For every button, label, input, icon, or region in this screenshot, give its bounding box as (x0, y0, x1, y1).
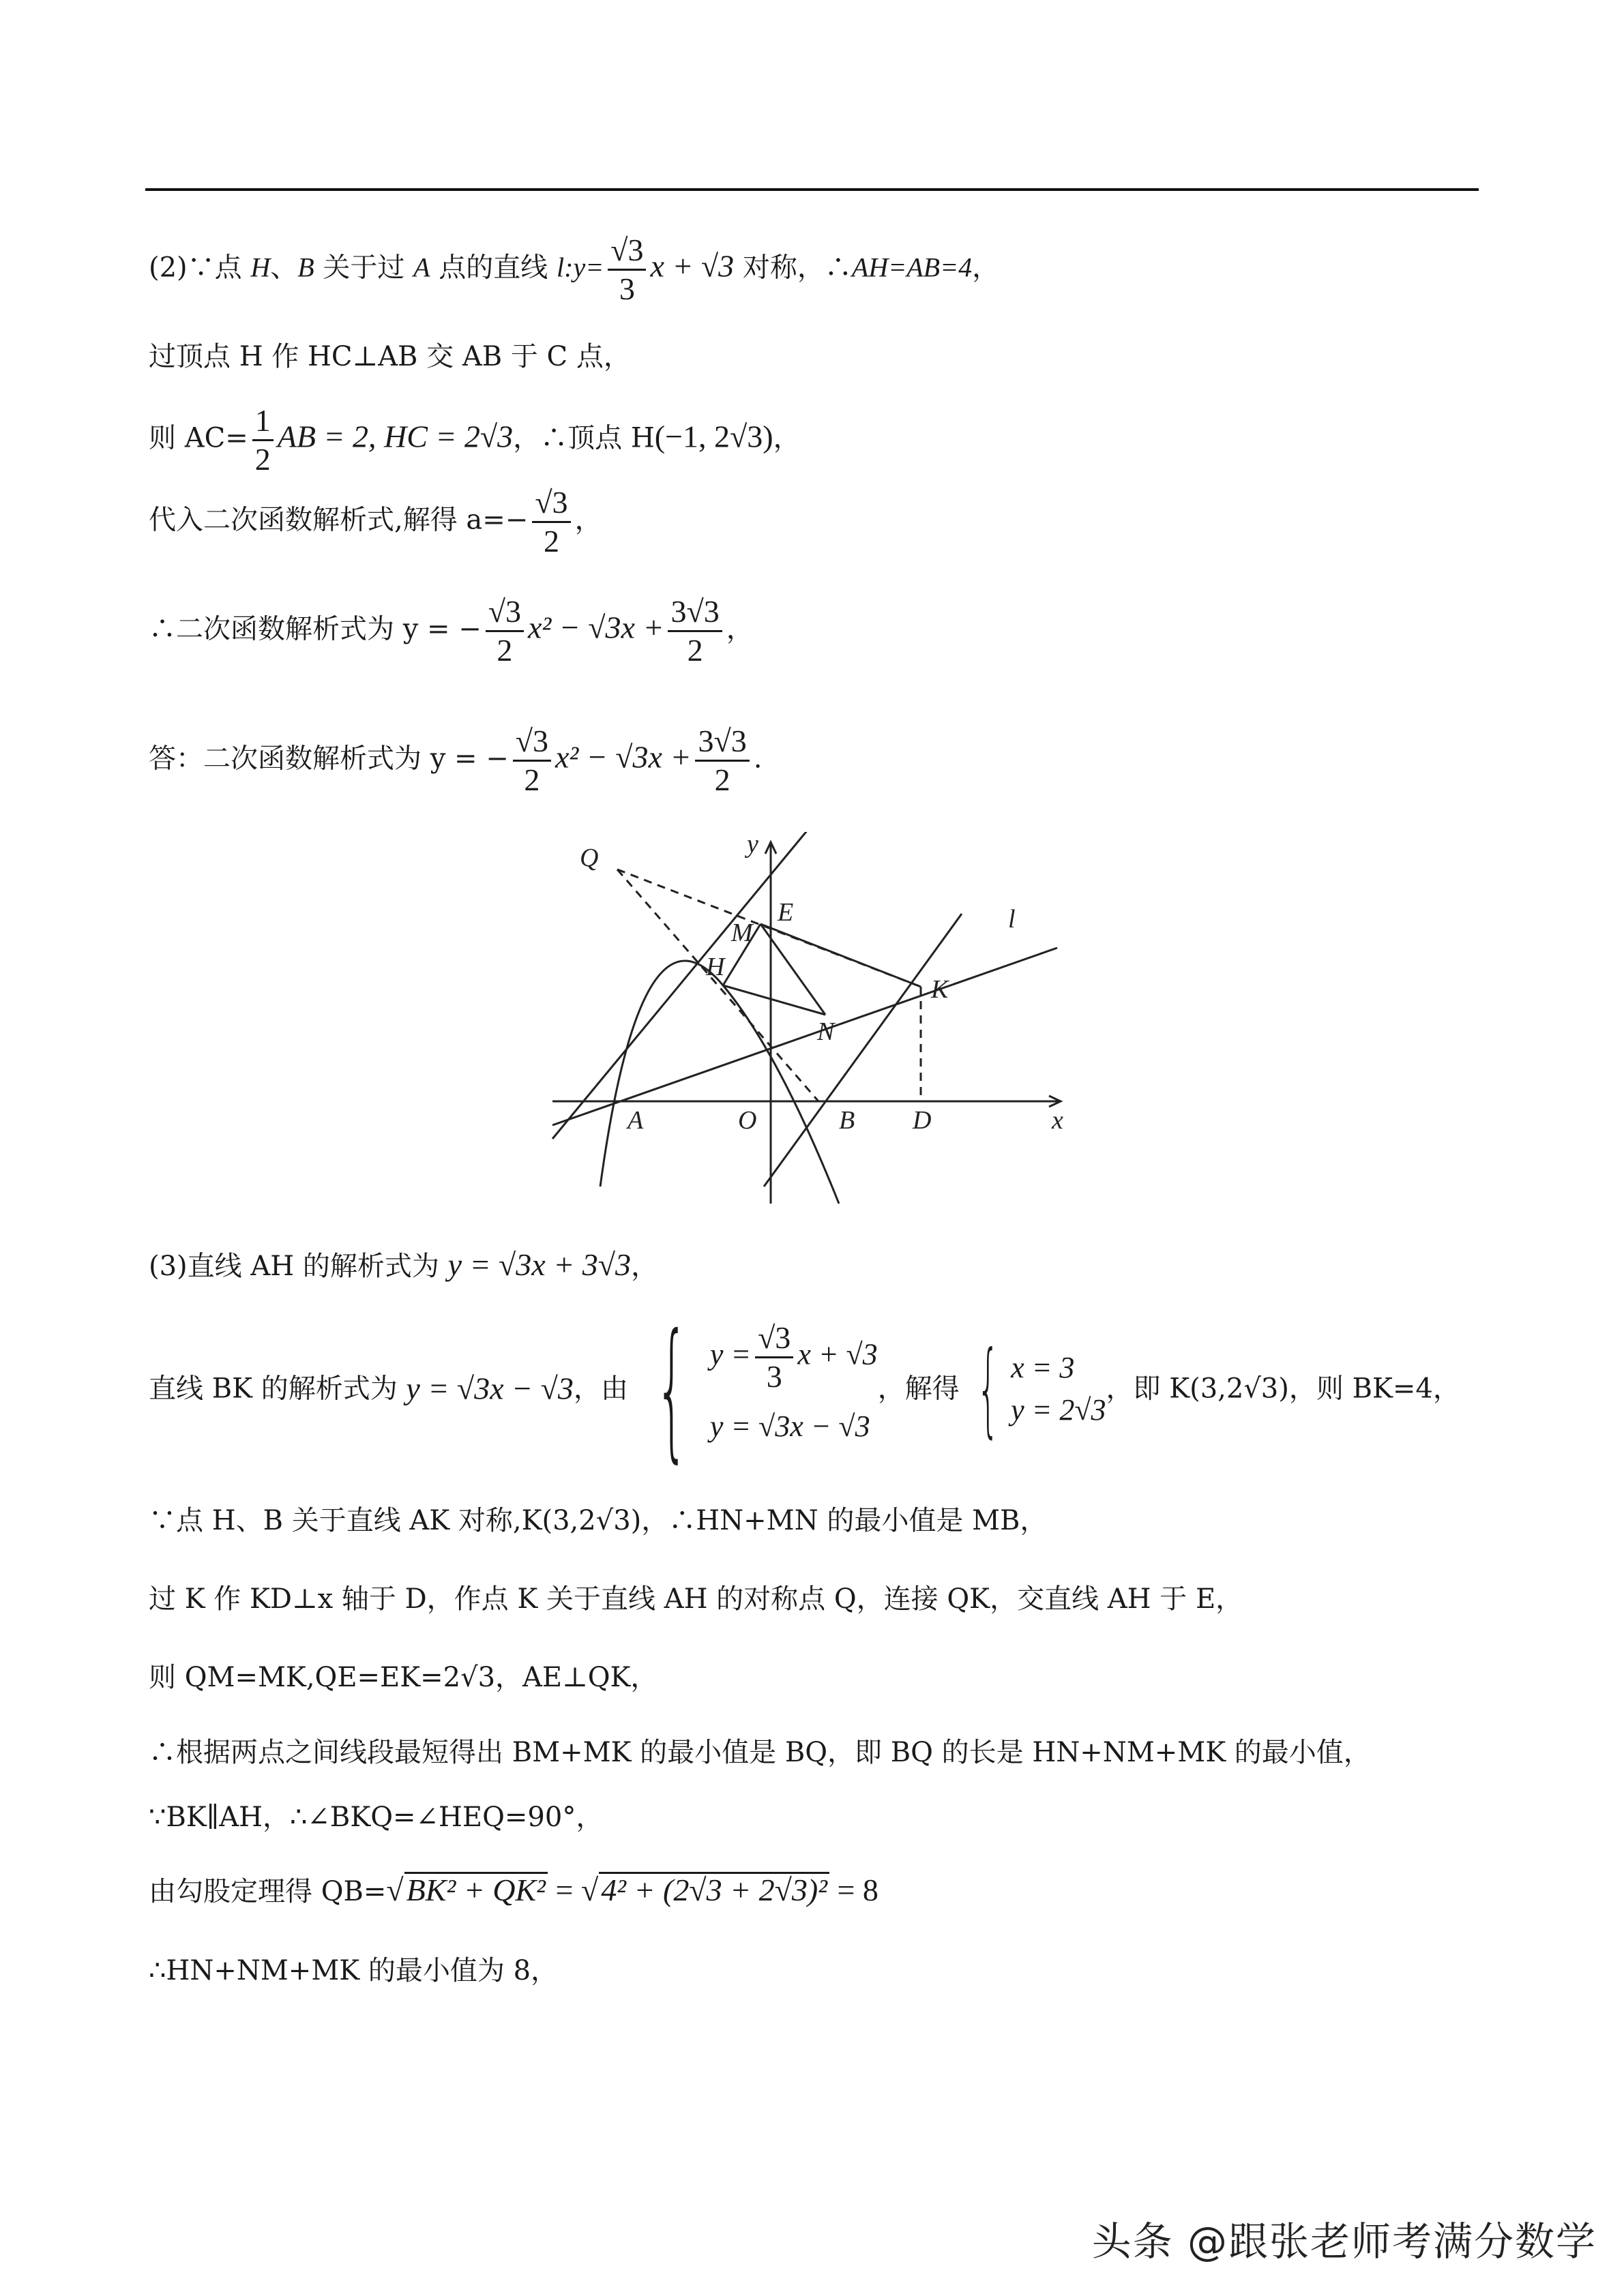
text: ∴二次函数解析式为 y = − (149, 613, 482, 645)
radical (581, 1873, 829, 1907)
label-x: x (1052, 1106, 1063, 1135)
line-l (552, 948, 1057, 1125)
text: 对称，∴ (734, 252, 852, 284)
label-B: B (839, 1106, 855, 1135)
line-8 (149, 1301, 1460, 1476)
text: x² − √3x + (555, 739, 692, 775)
label-K: K (931, 975, 949, 1004)
numerator: 1 (252, 402, 274, 441)
text: x + √3 (650, 248, 735, 284)
text: . (753, 743, 763, 775)
radical (386, 1873, 548, 1907)
fraction (608, 232, 646, 308)
left-brace: { (976, 1329, 1000, 1448)
denominator: 3 (619, 271, 635, 306)
line-6 (149, 723, 762, 799)
text: H (250, 252, 271, 283)
line-5 (149, 593, 754, 669)
label-y: y (747, 832, 758, 859)
line-15: ∴HN+NM+MK 的最小值为 8， (149, 1955, 559, 1986)
system-row (710, 1320, 878, 1395)
text: ， (631, 1251, 658, 1282)
text: 答：二次函数解析式为 y = − (149, 743, 509, 775)
text: AB = 2, HC = 2√3 (277, 419, 514, 454)
text: B (297, 252, 314, 283)
parabola (600, 961, 839, 1204)
denominator: 2 (543, 524, 559, 558)
text: A (413, 252, 430, 283)
fraction (252, 402, 274, 478)
line-3 (149, 402, 801, 478)
text: ，∴顶点 H (513, 422, 655, 454)
numerator: √3 (755, 1320, 793, 1358)
radical-sign (386, 1873, 403, 1907)
text: ， (972, 252, 1000, 284)
system-row: y = 2√3 (1011, 1392, 1106, 1427)
text: 由勾股定理得 QB= (149, 1876, 387, 1907)
denominator: 3 (766, 1359, 782, 1394)
fraction (486, 593, 524, 669)
text: 点的直线 (430, 252, 557, 284)
text: 、 (270, 252, 298, 284)
label-E: E (778, 898, 794, 927)
text: x² − √3x + (528, 610, 664, 645)
label-Q: Q (580, 844, 599, 872)
fraction (668, 593, 722, 669)
text: (3)直线 AH 的解析式为 (149, 1251, 448, 1282)
label-H: H (706, 953, 725, 981)
line-9: ∵点 H、B 关于直线 AK 对称,K(3,2√3)，∴HN+MN 的最小值是 MB， (149, 1505, 1048, 1536)
text: y = √3x + 3√3 (447, 1247, 631, 1282)
radicand: 4² + (2√3 + 2√3)² (599, 1872, 829, 1907)
text: l:y= (557, 252, 604, 283)
text: AH=AB=4 (851, 252, 973, 283)
watermark: 头条 @跟张老师考满分数学 (1091, 2218, 1597, 2265)
numerator: √3 (532, 484, 570, 523)
label-O: O (738, 1106, 757, 1135)
segment-HN (723, 985, 825, 1015)
geometry-diagram (539, 832, 1084, 1214)
numerator: √3 (608, 232, 646, 271)
line-11: 则 QM=MK,QE=EK=2√3，AE⊥QK， (149, 1662, 658, 1693)
fraction (513, 723, 551, 799)
text: (2)∵点 (149, 252, 251, 284)
label-l: l (1008, 905, 1016, 934)
text: ， (574, 504, 602, 536)
text: = (547, 1873, 581, 1907)
line-12: ∴根据两点之间线段最短得出 BM+MK 的最小值是 BQ，即 BQ 的长是 HN+NM+MK 的最小值， (149, 1737, 1371, 1768)
numerator: 3√3 (668, 593, 722, 632)
line-14 (149, 1872, 879, 1909)
label-N: N (817, 1017, 835, 1046)
denominator: 2 (687, 633, 703, 668)
text: (−1, 2√3) (654, 419, 773, 454)
system-row: x = 3 (1011, 1350, 1075, 1384)
left-brace: { (655, 1301, 689, 1476)
text: ，由 (573, 1373, 628, 1405)
denominator: 2 (254, 442, 271, 477)
line-AH (552, 832, 812, 1139)
text: ，解得 (877, 1373, 960, 1405)
header-rule (145, 188, 1479, 191)
line-BK (764, 914, 962, 1187)
text: 则 AC= (149, 422, 248, 454)
text: ， (726, 613, 754, 645)
radicand: BK² + QK² (404, 1872, 548, 1907)
text: y = √3x − √3 (406, 1371, 574, 1406)
fraction (755, 1320, 793, 1395)
label-M: M (731, 919, 753, 947)
text: 代入二次函数解析式,解得 a=− (149, 504, 529, 536)
solution-system (1011, 1347, 1106, 1431)
system-row: y = √3x − √3 (709, 1410, 870, 1443)
text: = 8 (829, 1873, 879, 1907)
text: x + √3 (797, 1337, 878, 1371)
line-13: ∵BK∥AH，∴∠BKQ=∠HEQ=90°， (149, 1802, 604, 1833)
line-7 (149, 1248, 658, 1283)
text: y = (709, 1337, 752, 1371)
text: 关于过 (314, 252, 414, 284)
text: ，即 K(3,2√3)，则 BK=4， (1106, 1373, 1460, 1405)
label-A: A (628, 1106, 644, 1135)
radical-sign (581, 1873, 598, 1907)
label-D: D (913, 1106, 932, 1135)
denominator: 2 (524, 762, 540, 797)
numerator: 3√3 (695, 723, 749, 762)
text: 直线 BK 的解析式为 (149, 1373, 407, 1405)
numerator: √3 (486, 593, 524, 632)
denominator: 2 (714, 762, 730, 797)
segment-QK (617, 869, 921, 987)
fraction (695, 723, 749, 799)
fraction (532, 484, 570, 560)
equation-system (710, 1320, 878, 1458)
numerator: √3 (513, 723, 551, 762)
text: ， (773, 422, 801, 454)
line-4 (149, 484, 602, 560)
line-1 (149, 232, 999, 308)
line-2: 过顶点 H 作 HC⊥AB 交 AB 于 C 点， (149, 341, 631, 372)
line-10: 过 K 作 KD⊥x 轴于 D，作点 K 关于直线 AH 的对称点 Q，连接 QK，交直线 AH 于 E， (149, 1583, 1243, 1615)
denominator: 2 (497, 633, 513, 668)
